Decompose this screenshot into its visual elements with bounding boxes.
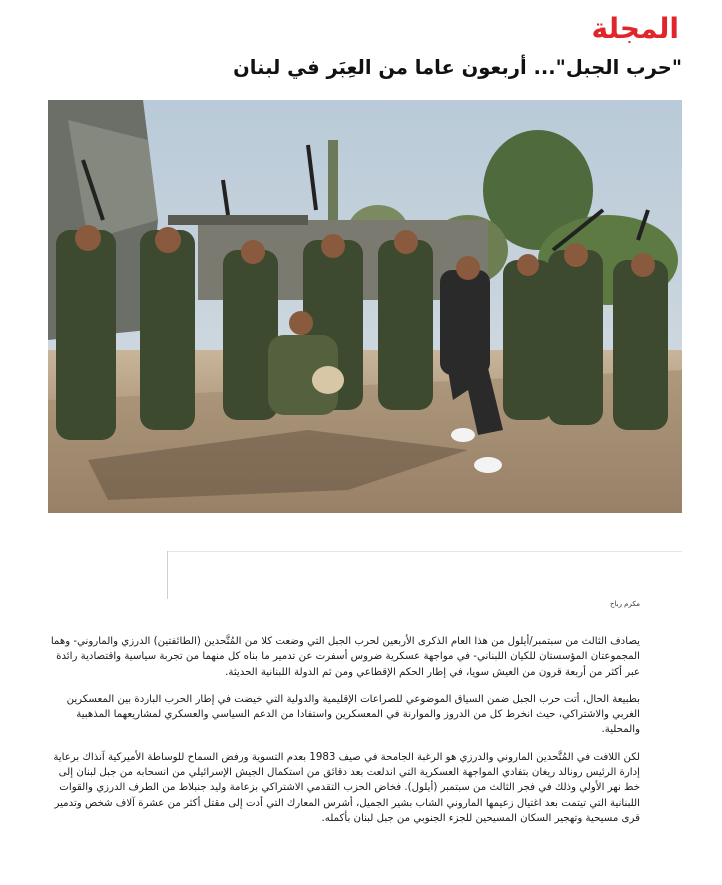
caption-divider	[167, 551, 682, 552]
article-paragraph: يصادف الثالث من سبتمبر/أيلول من هذا العام الذكرى الأربعين لحرب الجبل التي وضعت كلا من المُتَّحدين (الطائفتين) الدرزي والماروني- وهما المجموعتان المؤسستان للكيان اللبناني- في مواجهة عسكرية ضروس أسفرت عن تدمير ما بناه كل منهما من تجربة سياسية واقتصادية رائدة عبر أكثر من أربعة قرون من العيش سويا، في إطار الحكم الإقطاعي ومن ثم الدولة اللبنانية الحديثة.	[50, 636, 640, 678]
brand-logo[interactable]: المجلة	[591, 12, 679, 45]
article-body	[48, 634, 640, 838]
article-photo	[48, 100, 682, 513]
article-headline: "حرب الجبل"... أربعون عاما من العِبَر في لبنان	[233, 56, 682, 79]
caption-frame	[167, 551, 169, 599]
photo-image	[48, 100, 682, 513]
article-paragraph: لكن اللافت في المُتَّحدين الماروني والدرزي هو الرغبة الجامحة في صيف 1983 بعدم التسوية ورفض السماح للوساطة الأميركية آنذاك برعاية إدارة الرئيس رونالد ريغان بتفادي المواجهة العسكرية التي اندلعت بعد دقائق من استكمال الجيش الإسرائيلي من انسحابه من جبل لبنان إلى خط نهر الأولي وذلك في فجر الثالث من سبتمبر (أيلول). فخاض الحزب التقدمي الاشتراكي بزعامة وليد جنبلاط من الطرف الدرزي والقوات اللبنانية التي تيتمت بعد اغتيال زعيمها الماروني الشاب بشير الجميل، أشرس المعارك التي أدت إلى مقتل أكثر من عشرة آلاف شخص وتدمير قرى مسيحية وتهجير السكان المسيحين للجزء الجنوبي من جبل لبنان بأكمله.	[53, 751, 640, 824]
photo-credit: مكرم رباح	[609, 600, 640, 608]
article-paragraph: بطبيعة الحال، أتت حرب الجبل ضمن السياق الموضوعي للصراعات الإقليمية والدولية التي خيضت في إطار الحرب الباردة بين المعسكرين الغربي والاشتراكي، حيث انخرط كل من الدروز والموارنة في المعسكرين واستفادا من الدعم السياسي والعسكري لمشاريعهما المذهبية والمحلية.	[66, 693, 640, 736]
